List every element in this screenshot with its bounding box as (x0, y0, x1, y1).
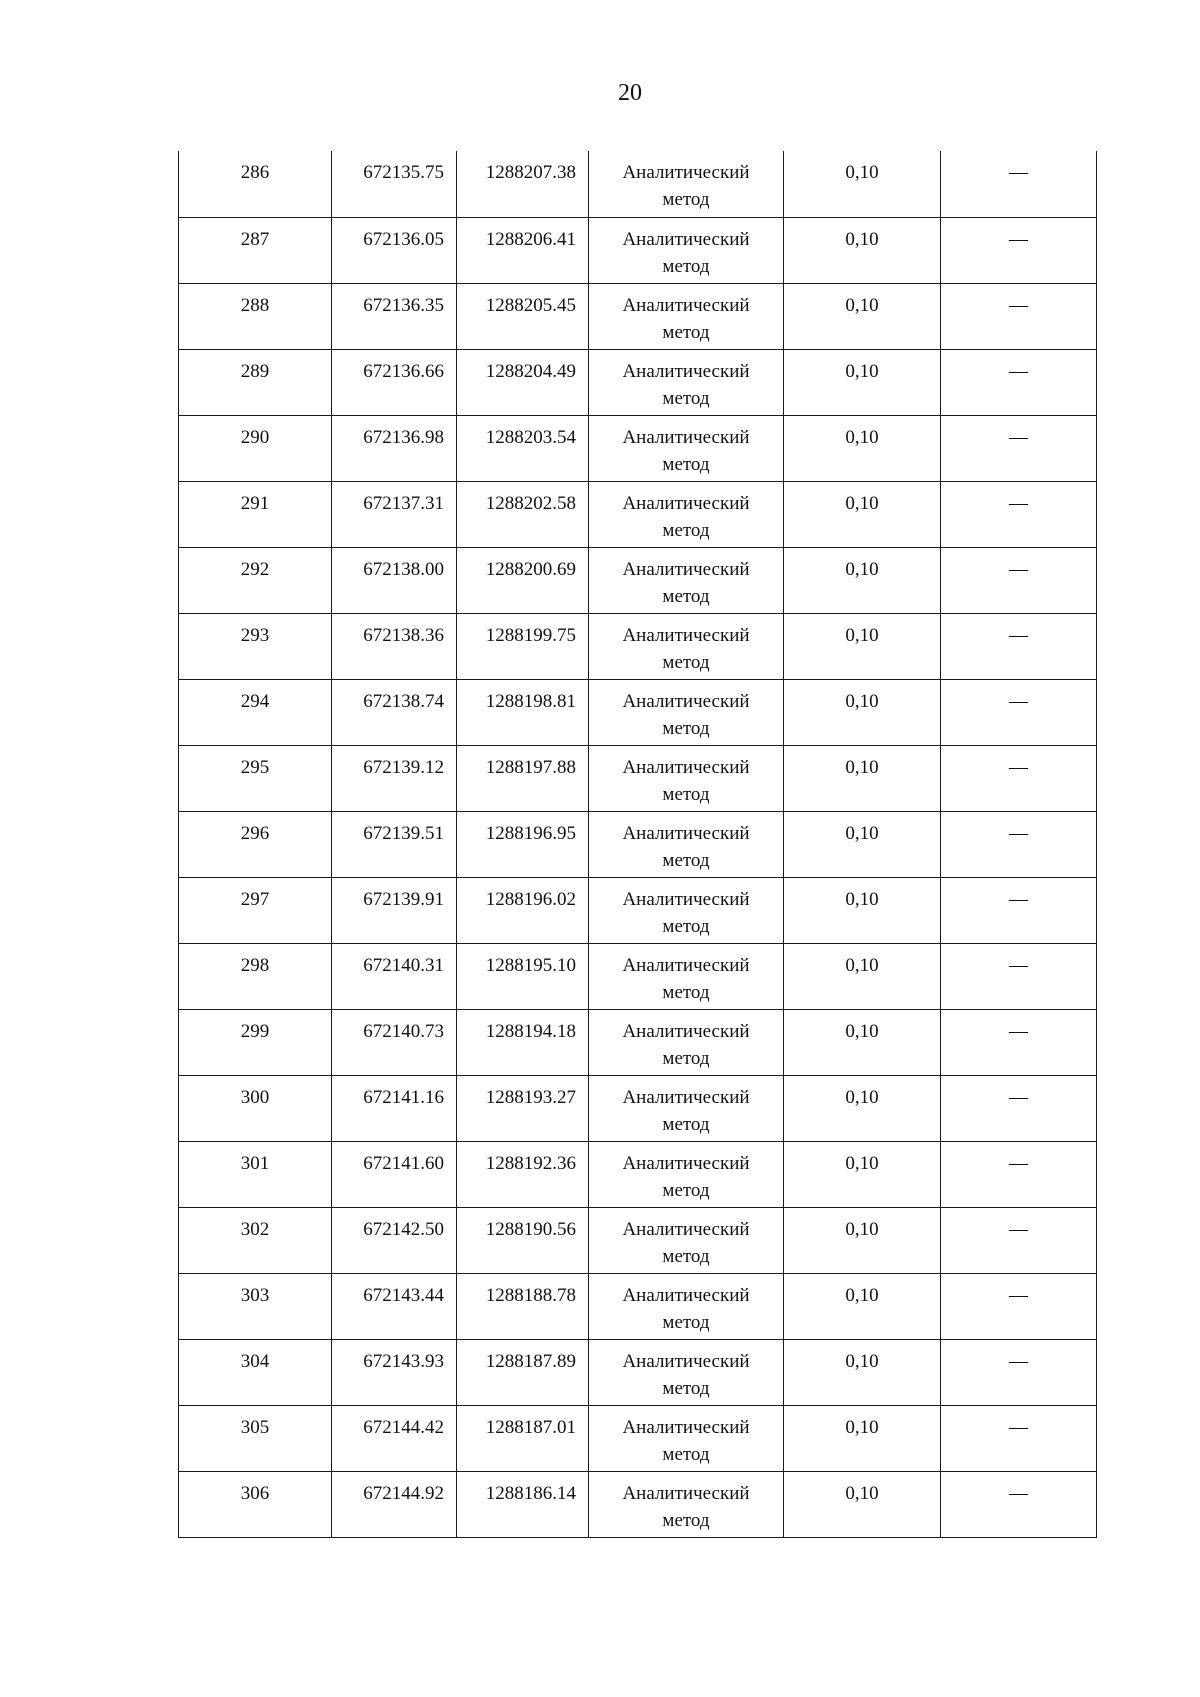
accuracy-text: 0,10 (845, 558, 879, 580)
note-text: — (1009, 1482, 1028, 1504)
accuracy-text: 0,10 (845, 1284, 879, 1306)
y-coordinate-cell (457, 1141, 589, 1207)
y-coordinate-cell (457, 1273, 589, 1339)
method-cell (589, 877, 784, 943)
table-row (179, 481, 1097, 547)
x-coordinate-text: 672136.98 (363, 426, 444, 448)
table-row (179, 877, 1097, 943)
note-cell (941, 811, 1097, 877)
point-number-text: 299 (240, 1020, 270, 1042)
x-coordinate-cell (332, 1339, 457, 1405)
point-number-text: 290 (240, 426, 270, 448)
x-coordinate-text: 672141.60 (363, 1152, 444, 1174)
point-number-cell (179, 1339, 332, 1405)
x-coordinate-text: 672135.75 (363, 162, 444, 183)
note-cell (941, 547, 1097, 613)
point-number-cell (179, 1471, 332, 1537)
table-row (179, 217, 1097, 283)
y-coordinate-cell (457, 679, 589, 745)
note-text: — (1009, 1284, 1028, 1306)
accuracy-text: 0,10 (845, 822, 879, 844)
method-cell (589, 151, 784, 217)
note-text: — (1009, 162, 1028, 183)
y-coordinate-text: 1288198.81 (485, 690, 576, 712)
point-number-cell (179, 1207, 332, 1273)
y-coordinate-text: 1288193.27 (485, 1086, 576, 1108)
accuracy-cell (784, 1141, 941, 1207)
accuracy-text: 0,10 (845, 228, 879, 250)
note-text: — (1009, 228, 1028, 250)
x-coordinate-cell (332, 1207, 457, 1273)
accuracy-cell (784, 481, 941, 547)
x-coordinate-text: 672141.16 (363, 1086, 444, 1108)
note-cell (941, 1009, 1097, 1075)
point-number-text: 294 (240, 690, 270, 712)
y-coordinate-text: 1288195.10 (485, 954, 576, 976)
note-text: — (1009, 624, 1028, 646)
table-row (179, 415, 1097, 481)
point-number-cell (179, 745, 332, 811)
point-number-cell (179, 217, 332, 283)
accuracy-cell (784, 811, 941, 877)
point-number-cell (179, 943, 332, 1009)
note-cell (941, 877, 1097, 943)
point-number-cell (179, 679, 332, 745)
x-coordinate-cell (332, 745, 457, 811)
x-coordinate-cell (332, 1405, 457, 1471)
accuracy-text: 0,10 (845, 1350, 879, 1372)
y-coordinate-cell (457, 877, 589, 943)
note-text: — (1009, 1086, 1028, 1108)
y-coordinate-cell (457, 811, 589, 877)
note-cell (941, 283, 1097, 349)
y-coordinate-cell (457, 613, 589, 679)
note-cell (941, 745, 1097, 811)
point-number-text: 305 (240, 1416, 270, 1438)
accuracy-text: 0,10 (845, 1482, 879, 1504)
accuracy-text: 0,10 (845, 1218, 879, 1240)
accuracy-cell (784, 943, 941, 1009)
method-text: Аналитический метод (622, 1086, 750, 1135)
method-text: Аналитический метод (622, 624, 750, 673)
point-number-cell (179, 283, 332, 349)
note-cell (941, 1075, 1097, 1141)
method-cell (589, 1075, 784, 1141)
x-coordinate-text: 672139.51 (363, 822, 444, 844)
point-number-cell (179, 349, 332, 415)
accuracy-cell (784, 1339, 941, 1405)
note-cell (941, 943, 1097, 1009)
accuracy-text: 0,10 (845, 756, 879, 778)
y-coordinate-text: 1288202.58 (485, 492, 576, 514)
x-coordinate-text: 672136.66 (363, 360, 444, 382)
accuracy-cell (784, 415, 941, 481)
x-coordinate-text: 672142.50 (363, 1218, 444, 1240)
point-number-cell (179, 877, 332, 943)
method-cell (589, 217, 784, 283)
coordinates-table (178, 151, 1097, 1538)
x-coordinate-cell (332, 613, 457, 679)
table-row (179, 745, 1097, 811)
point-number-text: 301 (240, 1152, 270, 1174)
y-coordinate-text: 1288196.02 (485, 888, 576, 910)
accuracy-cell (784, 547, 941, 613)
method-text: Аналитический метод (622, 822, 750, 871)
accuracy-cell (784, 1075, 941, 1141)
table-row (179, 1273, 1097, 1339)
table-row (179, 283, 1097, 349)
y-coordinate-text: 1288200.69 (485, 558, 576, 580)
note-cell (941, 415, 1097, 481)
method-cell (589, 679, 784, 745)
accuracy-text: 0,10 (845, 624, 879, 646)
y-coordinate-cell (457, 1207, 589, 1273)
y-coordinate-text: 1288196.95 (485, 822, 576, 844)
note-cell (941, 1339, 1097, 1405)
y-coordinate-cell (457, 1405, 589, 1471)
note-cell (941, 1471, 1097, 1537)
accuracy-text: 0,10 (845, 1416, 879, 1438)
note-text: — (1009, 294, 1028, 316)
method-cell (589, 415, 784, 481)
y-coordinate-cell (457, 1075, 589, 1141)
y-coordinate-text: 1288197.88 (485, 756, 576, 778)
method-text: Аналитический метод (622, 1416, 750, 1465)
point-number-cell (179, 547, 332, 613)
y-coordinate-cell (457, 151, 589, 217)
x-coordinate-text: 672144.42 (363, 1416, 444, 1438)
y-coordinate-cell (457, 1471, 589, 1537)
x-coordinate-cell (332, 481, 457, 547)
note-cell (941, 349, 1097, 415)
method-text: Аналитический метод (622, 492, 750, 541)
accuracy-cell (784, 349, 941, 415)
x-coordinate-text: 672143.44 (363, 1284, 444, 1306)
point-number-text: 302 (240, 1218, 270, 1240)
note-cell (941, 1273, 1097, 1339)
y-coordinate-text: 1288190.56 (485, 1218, 576, 1240)
accuracy-text: 0,10 (845, 1086, 879, 1108)
method-text: Аналитический метод (622, 954, 750, 1003)
x-coordinate-text: 672139.91 (363, 888, 444, 910)
note-text: — (1009, 1020, 1028, 1042)
x-coordinate-text: 672143.93 (363, 1350, 444, 1372)
method-cell (589, 547, 784, 613)
method-text: Аналитический метод (622, 162, 750, 210)
method-cell (589, 943, 784, 1009)
y-coordinate-text: 1288205.45 (485, 294, 576, 316)
method-cell (589, 1009, 784, 1075)
point-number-text: 300 (240, 1086, 270, 1108)
method-text: Аналитический метод (622, 360, 750, 409)
note-text: — (1009, 1416, 1028, 1438)
x-coordinate-cell (332, 1273, 457, 1339)
point-number-cell (179, 1075, 332, 1141)
accuracy-cell (784, 1009, 941, 1075)
y-coordinate-cell (457, 283, 589, 349)
note-text: — (1009, 492, 1028, 514)
accuracy-text: 0,10 (845, 1152, 879, 1174)
accuracy-cell (784, 613, 941, 679)
table-row (179, 1471, 1097, 1537)
table-row (179, 1339, 1097, 1405)
table-row (179, 943, 1097, 1009)
y-coordinate-text: 1288192.36 (485, 1152, 576, 1174)
point-number-text: 304 (240, 1350, 270, 1372)
method-text: Аналитический метод (622, 756, 750, 805)
point-number-text: 293 (240, 624, 270, 646)
method-cell (589, 481, 784, 547)
method-text: Аналитический метод (622, 1152, 750, 1201)
method-cell (589, 1273, 784, 1339)
y-coordinate-cell (457, 1339, 589, 1405)
x-coordinate-cell (332, 349, 457, 415)
x-coordinate-text: 672137.31 (363, 492, 444, 514)
accuracy-text: 0,10 (845, 492, 879, 514)
point-number-text: 306 (240, 1482, 270, 1504)
table-row (179, 1207, 1097, 1273)
x-coordinate-text: 672138.74 (363, 690, 444, 712)
method-text: Аналитический метод (622, 888, 750, 937)
accuracy-text: 0,10 (845, 294, 879, 316)
page-number: 20 (618, 80, 642, 106)
note-text: — (1009, 888, 1028, 910)
accuracy-text: 0,10 (845, 1020, 879, 1042)
y-coordinate-text: 1288206.41 (485, 228, 576, 250)
y-coordinate-cell (457, 349, 589, 415)
method-text: Аналитический метод (622, 690, 750, 739)
note-cell (941, 679, 1097, 745)
x-coordinate-cell (332, 151, 457, 217)
point-number-cell (179, 481, 332, 547)
method-cell (589, 811, 784, 877)
x-coordinate-text: 672140.31 (363, 954, 444, 976)
method-cell (589, 283, 784, 349)
accuracy-text: 0,10 (845, 162, 879, 183)
table-row (179, 1075, 1097, 1141)
point-number-text: 288 (240, 294, 270, 316)
note-cell (941, 1405, 1097, 1471)
note-text: — (1009, 756, 1028, 778)
point-number-text: 286 (240, 162, 270, 183)
note-cell (941, 613, 1097, 679)
method-text: Аналитический метод (622, 1020, 750, 1069)
accuracy-cell (784, 283, 941, 349)
table-row (179, 811, 1097, 877)
x-coordinate-cell (332, 1075, 457, 1141)
point-number-text: 296 (240, 822, 270, 844)
note-text: — (1009, 558, 1028, 580)
method-text: Аналитический метод (622, 294, 750, 343)
method-cell (589, 1141, 784, 1207)
method-cell (589, 1471, 784, 1537)
x-coordinate-cell (332, 283, 457, 349)
x-coordinate-text: 672138.00 (363, 558, 444, 580)
point-number-text: 292 (240, 558, 270, 580)
point-number-text: 298 (240, 954, 270, 976)
note-text: — (1009, 954, 1028, 976)
note-text: — (1009, 822, 1028, 844)
x-coordinate-cell (332, 1141, 457, 1207)
y-coordinate-text: 1288204.49 (485, 360, 576, 382)
table-row (179, 679, 1097, 745)
y-coordinate-text: 1288194.18 (485, 1020, 576, 1042)
table-row (179, 1141, 1097, 1207)
point-number-text: 291 (240, 492, 270, 514)
note-text: — (1009, 1218, 1028, 1240)
x-coordinate-cell (332, 943, 457, 1009)
method-cell (589, 349, 784, 415)
y-coordinate-text: 1288188.78 (485, 1284, 576, 1306)
note-cell (941, 151, 1097, 217)
note-text: — (1009, 426, 1028, 448)
note-cell (941, 1207, 1097, 1273)
table-row (179, 151, 1097, 217)
accuracy-text: 0,10 (845, 426, 879, 448)
method-cell (589, 1339, 784, 1405)
accuracy-cell (784, 1405, 941, 1471)
method-cell (589, 1207, 784, 1273)
y-coordinate-cell (457, 547, 589, 613)
x-coordinate-text: 672136.35 (363, 294, 444, 316)
note-text: — (1009, 360, 1028, 382)
method-text: Аналитический метод (622, 1482, 750, 1531)
point-number-cell (179, 415, 332, 481)
accuracy-cell (784, 1207, 941, 1273)
x-coordinate-cell (332, 679, 457, 745)
x-coordinate-cell (332, 415, 457, 481)
x-coordinate-cell (332, 217, 457, 283)
x-coordinate-text: 672138.36 (363, 624, 444, 646)
note-text: — (1009, 1152, 1028, 1174)
y-coordinate-cell (457, 943, 589, 1009)
accuracy-text: 0,10 (845, 360, 879, 382)
point-number-cell (179, 613, 332, 679)
accuracy-cell (784, 1273, 941, 1339)
note-cell (941, 481, 1097, 547)
point-number-text: 295 (240, 756, 270, 778)
note-cell (941, 217, 1097, 283)
y-coordinate-cell (457, 745, 589, 811)
method-cell (589, 613, 784, 679)
y-coordinate-text: 1288187.01 (485, 1416, 576, 1438)
accuracy-cell (784, 745, 941, 811)
table-row (179, 1009, 1097, 1075)
x-coordinate-cell (332, 547, 457, 613)
y-coordinate-cell (457, 481, 589, 547)
point-number-text: 297 (240, 888, 270, 910)
accuracy-cell (784, 877, 941, 943)
y-coordinate-text: 1288186.14 (485, 1482, 576, 1504)
table-row (179, 1405, 1097, 1471)
table-row (179, 547, 1097, 613)
accuracy-cell (784, 151, 941, 217)
x-coordinate-text: 672144.92 (363, 1482, 444, 1504)
y-coordinate-text: 1288187.89 (485, 1350, 576, 1372)
note-text: — (1009, 690, 1028, 712)
x-coordinate-cell (332, 877, 457, 943)
y-coordinate-text: 1288207.38 (485, 162, 576, 183)
accuracy-cell (784, 1471, 941, 1537)
x-coordinate-text: 672140.73 (363, 1020, 444, 1042)
point-number-text: 287 (240, 228, 270, 250)
method-text: Аналитический метод (622, 426, 750, 475)
y-coordinate-text: 1288203.54 (485, 426, 576, 448)
y-coordinate-text: 1288199.75 (485, 624, 576, 646)
point-number-text: 289 (240, 360, 270, 382)
method-cell (589, 1405, 784, 1471)
accuracy-cell (784, 679, 941, 745)
point-number-cell (179, 1009, 332, 1075)
method-text: Аналитический метод (622, 228, 750, 277)
table-row (179, 349, 1097, 415)
x-coordinate-cell (332, 811, 457, 877)
method-text: Аналитический метод (622, 1218, 750, 1267)
x-coordinate-text: 672139.12 (363, 756, 444, 778)
y-coordinate-cell (457, 217, 589, 283)
y-coordinate-cell (457, 1009, 589, 1075)
accuracy-text: 0,10 (845, 888, 879, 910)
point-number-cell (179, 811, 332, 877)
accuracy-text: 0,10 (845, 954, 879, 976)
x-coordinate-text: 672136.05 (363, 228, 444, 250)
point-number-cell (179, 1141, 332, 1207)
point-number-cell (179, 1273, 332, 1339)
x-coordinate-cell (332, 1009, 457, 1075)
table-row (179, 613, 1097, 679)
accuracy-cell (784, 217, 941, 283)
y-coordinate-cell (457, 415, 589, 481)
point-number-cell (179, 1405, 332, 1471)
method-text: Аналитический метод (622, 1284, 750, 1333)
table-body (179, 151, 1097, 1537)
method-text: Аналитический метод (622, 1350, 750, 1399)
note-cell (941, 1141, 1097, 1207)
accuracy-text: 0,10 (845, 690, 879, 712)
x-coordinate-cell (332, 1471, 457, 1537)
method-cell (589, 745, 784, 811)
note-text: — (1009, 1350, 1028, 1372)
point-number-cell (179, 151, 332, 217)
method-text: Аналитический метод (622, 558, 750, 607)
point-number-text: 303 (240, 1284, 270, 1306)
